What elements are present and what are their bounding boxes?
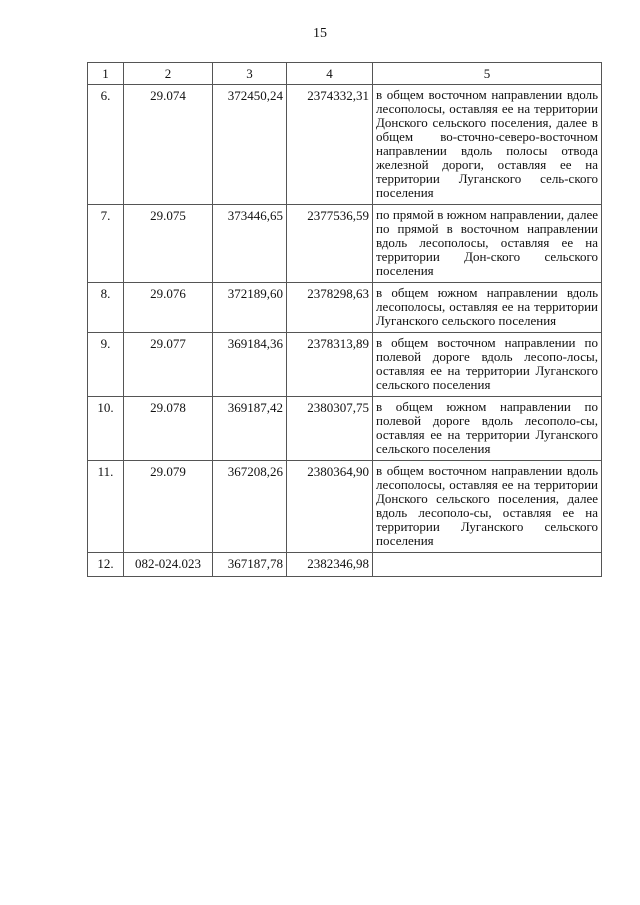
table-row [88, 553, 602, 577]
table-row [88, 461, 602, 553]
coord-x: 369187,42 [213, 397, 287, 461]
point-id: 29.078 [124, 397, 213, 461]
table-row [88, 333, 602, 397]
row-number: 12. [88, 553, 124, 577]
coord-y: 2378298,63 [287, 283, 373, 333]
coord-x: 367187,78 [213, 553, 287, 577]
point-id: 29.076 [124, 283, 213, 333]
coord-y: 2382346,98 [287, 553, 373, 577]
header-cell: 2 [124, 63, 213, 85]
boundary-description: в общем южном направлении по полевой дороге вдоль лесополо-сы, оставляя ее на территории Луганского сельского поселения [373, 397, 602, 461]
table-row [88, 283, 602, 333]
row-number: 7. [88, 205, 124, 283]
row-number: 9. [88, 333, 124, 397]
table-row [88, 205, 602, 283]
point-id: 29.079 [124, 461, 213, 553]
coord-y: 2374332,31 [287, 85, 373, 205]
boundary-table [87, 62, 602, 577]
coord-x: 372189,60 [213, 283, 287, 333]
point-id: 082-024.023 [124, 553, 213, 577]
header-cell: 1 [88, 63, 124, 85]
boundary-description: в общем восточном направлении по полевой дороге вдоль лесопо-лосы, оставляя ее на территории Луганского сельского поселения [373, 333, 602, 397]
point-id: 29.074 [124, 85, 213, 205]
table-row [88, 85, 602, 205]
row-number: 8. [88, 283, 124, 333]
point-id: 29.077 [124, 333, 213, 397]
table-row [88, 397, 602, 461]
header-cell: 3 [213, 63, 287, 85]
coord-x: 372450,24 [213, 85, 287, 205]
coord-y: 2377536,59 [287, 205, 373, 283]
row-number: 6. [88, 85, 124, 205]
point-id: 29.075 [124, 205, 213, 283]
coord-x: 367208,26 [213, 461, 287, 553]
boundary-description: по прямой в южном направлении, далее по прямой в восточном направлении вдоль лесополосы, оставляя ее на территории Дон-ского сельского поселения [373, 205, 602, 283]
coord-y: 2380307,75 [287, 397, 373, 461]
header-cell: 4 [287, 63, 373, 85]
page-number: 15 [313, 26, 327, 41]
boundary-description: в общем южном направлении вдоль лесополосы, оставляя ее на территории Луганского сельского поселения [373, 283, 602, 333]
coord-x: 373446,65 [213, 205, 287, 283]
row-number: 11. [88, 461, 124, 553]
row-number: 10. [88, 397, 124, 461]
coord-y: 2378313,89 [287, 333, 373, 397]
boundary-description: в общем восточном направлении вдоль лесополосы, оставляя ее на территории Донского сельского поселения, далее в общем во-сточно-северо-восточном направлении вдоль полосы отвода железной дороги, оставляя ее на территории Луганского сель-ского поселения [373, 85, 602, 205]
coord-y: 2380364,90 [287, 461, 373, 553]
boundary-description [373, 553, 602, 577]
boundary-description: в общем восточном направлении вдоль лесополосы, оставляя ее на территории Донского сельского поселения, далее вдоль лесополо-сы, оставляя ее на территории Луганского сельского поселения [373, 461, 602, 553]
table-header-row [88, 63, 602, 85]
header-cell: 5 [373, 63, 602, 85]
coord-x: 369184,36 [213, 333, 287, 397]
